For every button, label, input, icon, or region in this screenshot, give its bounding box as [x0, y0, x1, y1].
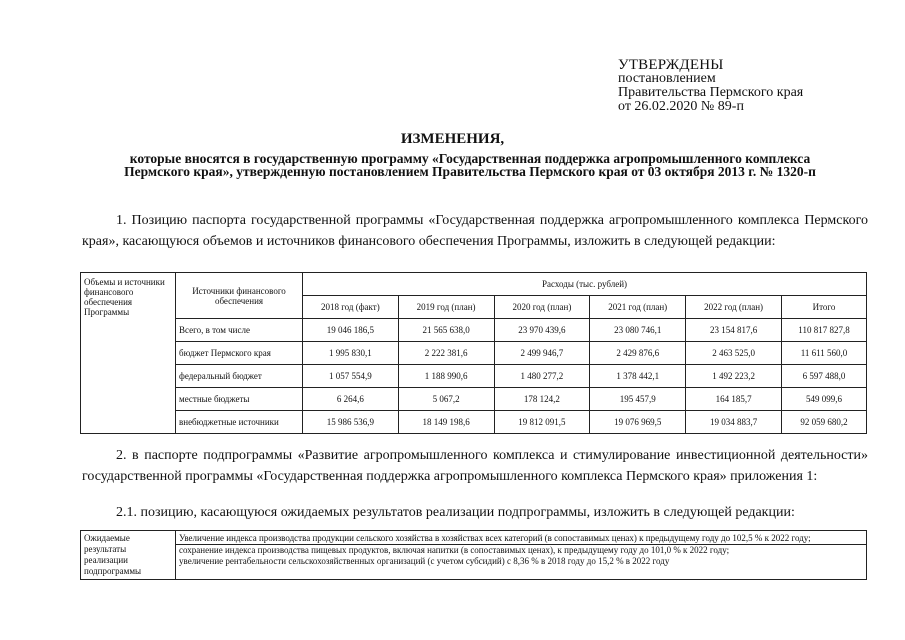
finance-side-label: Объемы и источники финансового обеспечения Программы [81, 273, 176, 434]
total-cell: 6 597 488,0 [781, 365, 866, 388]
paragraph-2: 2. в паспорте подпрограммы «Развитие агропромышленного комплекса и стимулирование инвестиционной деятельности» государственной программы «Государственная поддержка агропромышленного комплекса Пермского края» приложения 1: [82, 448, 868, 484]
source-cell: внебюджетные источники [176, 411, 303, 434]
table-row [81, 365, 867, 388]
table-row [81, 411, 867, 434]
value-cell: 1 188 990,6 [398, 365, 494, 388]
approval-block [618, 58, 803, 114]
value-cell: 2 222 381,6 [398, 342, 494, 365]
total-header: Итого [781, 296, 866, 319]
value-cell: 1 057 554,9 [303, 365, 399, 388]
value-cell: 2 499 946,7 [494, 342, 590, 365]
approval-line-1: УТВЕРЖДЕНЫ [618, 57, 724, 73]
value-cell: 23 154 817,6 [686, 319, 782, 342]
source-cell: местные бюджеты [176, 388, 303, 411]
value-cell: 2 463 525,0 [686, 342, 782, 365]
paragraph-3: 2.1. позицию, касающуюся ожидаемых результатов реализации подпрограммы, изложить в следующей редакции: [116, 505, 795, 520]
value-cell: 195 457,9 [590, 388, 686, 411]
results-content [176, 531, 867, 580]
document-title: ИЗМЕНЕНИЯ, [400, 131, 505, 147]
year-header: 2019 год (план) [398, 296, 494, 319]
result-line: сохранение индекса производства пищевых продуктов, включая напитки (в сопоставимых ценах), к предыдущему году до 101,0 % к 2022 году; [176, 544, 866, 556]
result-line: Увеличение индекса производства продукции сельского хозяйства в хозяйствах всех категорий (в сопоставимых ценах) к предыдущему году до 102,5 % к 2022 году; [179, 533, 811, 543]
value-cell: 15 986 536,9 [303, 411, 399, 434]
value-cell: 1 480 277,2 [494, 365, 590, 388]
value-cell: 23 970 439,6 [494, 319, 590, 342]
value-cell: 21 565 638,0 [398, 319, 494, 342]
source-header: Источники финансового обеспечения [176, 273, 303, 319]
result-line: увеличение рентабельности сельскохозяйственных организаций (с учетом субсидий) с 8,36 % в 2018 году до 15,2 % в 2022 году [179, 556, 670, 566]
source-cell: бюджет Пермского края [176, 342, 303, 365]
value-cell: 19 046 186,5 [303, 319, 399, 342]
table-row [81, 388, 867, 411]
expenses-header: Расходы (тыс. рублей) [303, 273, 867, 296]
finance-table [80, 272, 867, 434]
value-cell: 6 264,6 [303, 388, 399, 411]
approval-line-3: Правительства Пермского края [618, 85, 804, 100]
year-header: 2022 год (план) [686, 296, 782, 319]
table-row [81, 319, 867, 342]
document-subtitle: которые вносятся в государственную программу «Государственная поддержка агропромышленного комплекса Пермского края», утвержденную постановлением Правительства Пермского края от 03 октября 2013 г. № 1320-п [124, 151, 816, 179]
value-cell: 1 492 223,2 [686, 365, 782, 388]
value-cell: 19 076 969,5 [590, 411, 686, 434]
value-cell: 1 995 830,1 [303, 342, 399, 365]
value-cell: 23 080 746,1 [590, 319, 686, 342]
year-header: 2021 год (план) [590, 296, 686, 319]
value-cell: 164 185,7 [686, 388, 782, 411]
year-header: 2018 год (факт) [303, 296, 399, 319]
total-cell: 110 817 827,8 [781, 319, 866, 342]
paragraph-1: 1. Позицию паспорта государственной программы «Государственная поддержка агропромышленного комплекса Пермского края», касающуюся объемов и источников финансового обеспечения Программы, изложить в следующей редакции: [82, 213, 868, 249]
value-cell: 19 034 883,7 [686, 411, 782, 434]
source-cell: федеральный бюджет [176, 365, 303, 388]
results-table [80, 530, 867, 580]
total-cell: 92 059 680,2 [781, 411, 866, 434]
table-row [81, 342, 867, 365]
approval-line-4: от 26.02.2020 № 89-п [618, 99, 744, 114]
total-cell: 11 611 560,0 [781, 342, 866, 365]
results-side-label: Ожидаемые результаты реализации подпрограммы [81, 531, 176, 580]
approval-line-2: постановлением [618, 71, 716, 86]
year-header: 2020 год (план) [494, 296, 590, 319]
value-cell: 178 124,2 [494, 388, 590, 411]
source-cell: Всего, в том числе [176, 319, 303, 342]
value-cell: 18 149 198,6 [398, 411, 494, 434]
total-cell: 549 099,6 [781, 388, 866, 411]
value-cell: 1 378 442,1 [590, 365, 686, 388]
value-cell: 19 812 091,5 [494, 411, 590, 434]
value-cell: 2 429 876,6 [590, 342, 686, 365]
value-cell: 5 067,2 [398, 388, 494, 411]
